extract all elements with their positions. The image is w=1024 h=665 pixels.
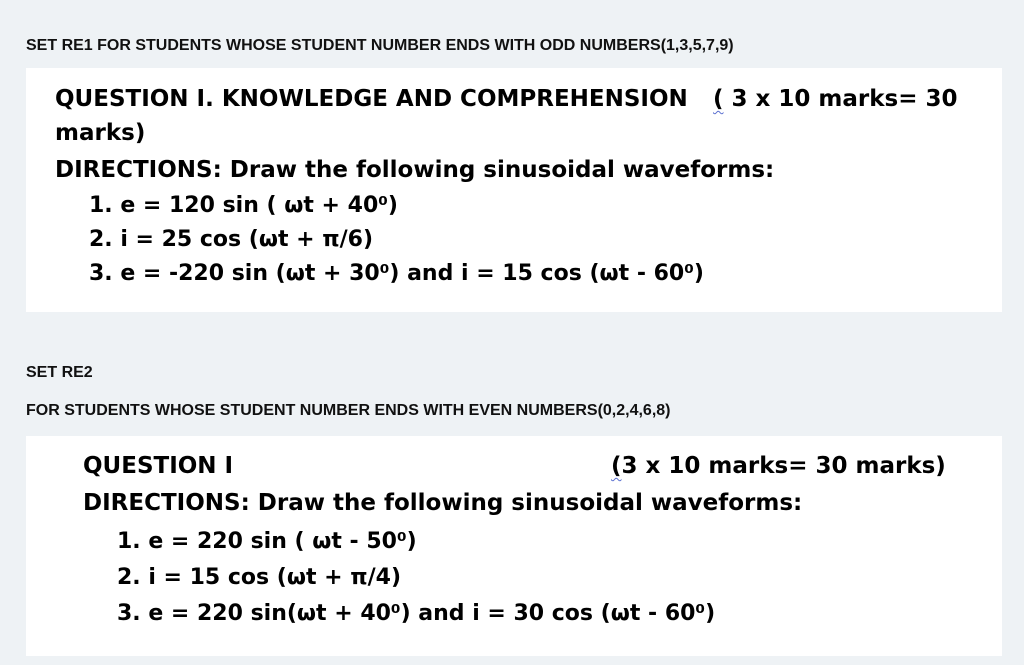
set-re1-heading: SET RE1 FOR STUDENTS WHOSE STUDENT NUMBER ENDS WITH ODD NUMBERS(1,3,5,7,9) <box>26 37 734 54</box>
marks-open-paren: ( <box>611 453 622 479</box>
set-re1-marks-continued: marks) <box>55 120 146 146</box>
set-re1-item-2: 2. i = 25 cos (ωt + π/6) <box>89 227 374 252</box>
marks-text: 3 x 10 marks= 30 marks) <box>621 453 946 479</box>
set-re1-question-title: QUESTION I. KNOWLEDGE AND COMPREHENSION <box>55 86 688 112</box>
set-re1-item-1: 1. e = 120 sin ( ωt + 40⁰) <box>89 193 398 218</box>
marks-text: 3 x 10 marks= 30 <box>723 86 958 112</box>
set-re2-card <box>26 436 1002 656</box>
set-re2-heading: SET RE2 <box>26 364 93 381</box>
set-re1-directions: DIRECTIONS: Draw the following sinusoidal waveforms: <box>55 157 775 183</box>
set-re2-directions: DIRECTIONS: Draw the following sinusoidal waveforms: <box>83 490 803 516</box>
set-re1-marks <box>713 86 958 112</box>
set-re2-item-1: 1. e = 220 sin ( ωt - 50⁰) <box>117 529 417 554</box>
set-re2-item-2: 2. i = 15 cos (ωt + π/4) <box>117 565 402 590</box>
set-re1-item-3: 3. e = -220 sin (ωt + 30⁰) and i = 15 cos (ωt - 60⁰) <box>89 261 704 286</box>
set-re2-item-3: 3. e = 220 sin(ωt + 40⁰) and i = 30 cos (ωt - 60⁰) <box>117 601 716 626</box>
set-re2-marks <box>611 453 946 479</box>
marks-open-paren: ( <box>713 86 724 112</box>
set-re2-subheading: FOR STUDENTS WHOSE STUDENT NUMBER ENDS WITH EVEN NUMBERS(0,2,4,6,8) <box>26 402 671 419</box>
set-re2-question-title: QUESTION I <box>83 453 234 479</box>
set-re1-card <box>26 68 1002 312</box>
